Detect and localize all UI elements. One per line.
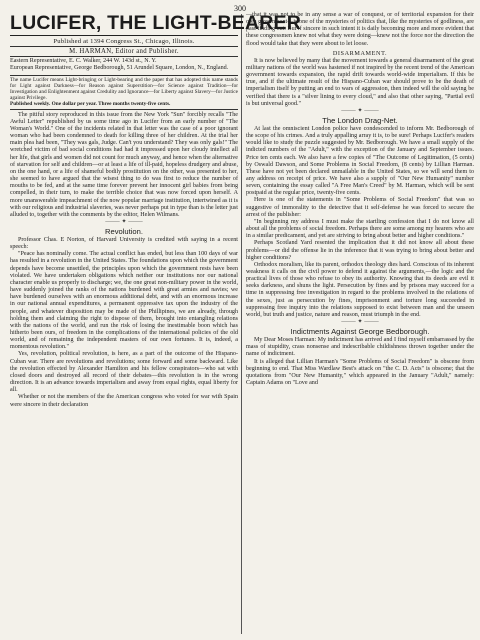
revolution-paragraph: Yes, revolution, political revolution, is here, as a part of the outcome of the Hispano-Cuban war. There are revolutions and revolutions; some forward and some backward. Like the revolution effected by Alexander Hamilton and his fellow conspirators—who sat with closed doors and destroyed all record of their debates—this revolution is in the wrong direction. It is an advance towards imperialism and away from equal rights, equal liberty for all. [10,351,238,394]
left-column [10,12,301,409]
right-column [246,12,474,387]
drag-net-heading: The London Drag-Net. [322,115,398,125]
masthead-title: LUCIFER, THE LIGHT-BEARER [10,12,301,34]
indictments-heading: Indictments Against George Bedborough. [290,327,430,337]
column-divider [241,14,242,634]
section-ornament: ⸻ ✦ ⸻ [341,319,379,326]
disarmament-heading: DISARMAMENT. [332,49,388,57]
revolution-heading: Revolution. [105,226,143,236]
indictments-paragraph: My Dear Moses Harman: My indictment has arrived and I find myself embarrassed by the mass of stupidity, crass nonsense and indescribable childishness thrown together under the name of indictment. [246,337,474,358]
european-representative: European Representative, George Bedborough, 51 Arundel Square, London, N., England. [10,65,229,72]
drag-net-paragraph: Orthodox moralism, like its parent, orthodox theology dies hard. Conscious of its inherent weakness it calls on the civil power to defend it against the arguments,—the logic and the practical lives of those who refuse to obey its authority. Knowing that its deeds are evil it seeks darkness, and shuns the light. Persecution by fines and by prisons may succeed for a time in suppressing free investigation in regard to the problems involved in the relations of the sexes, just as persecution by fines, imprisonment and torture long succeeded in suppressing free inquiry into the relations supposed to exist between man and the unseen world, but truth and justice, nature and reason, must triumph in the end. [246,261,474,318]
revolution-paragraph: "Peace has nominally come. The actual conflict has ended, but less than 100 days of war has resulted in a revolution in the United States. The foundations upon which the government depends have become unsettled, the principles upon which the government rests have been violated. We have undertaken obligations which neither our institutions nor our national character enable us properly to discharge; we, the one great non-military power in the world, have suddenly joined the ranks of the nations burdened with great armies and navies; we have burdened ourselves with an enormous additional debt, and with an enormous increase in our national annual expenditures, a permanent oppressive tax upon the industry of the people, and whatever disposition may be made of the Phillipines, we are already, through holding them and claiming the right to dispose of them, brought into entangling relations with the nations of the world, and run the risk of losing the inestimable boon which has hitherto been ours, of freedom in the complications of the international policies of the old world, and of remaining the independent masters of our own fortunes. It is, indeed, a momentous revolution." [10,251,238,351]
revolution-paragraph: Whether or not the members of the the American congress who voted for war with Spain were sincere in their declaration [10,394,238,408]
section-ornament: ⸻ ✦ ⸻ [105,218,143,225]
page-number: 300 [234,4,246,13]
eastern-representative: Eastern Representative, E. C. Walker, 244 W. 143d st., N. Y. [10,58,157,65]
drag-net-paragraph: Here is one of the statements in "Some Problems of Social Freedom" that was so suggestive of immorality to the detective that it self-defense he was forced to secure the arrest of the publisher: [246,197,474,218]
continued-paragraph: —that it was not to be in any sense a war of conquest, or of territorial expansion for their own government—is one of the mysteries of politics that, like the mysteries of godliness, are past finding out. But if sincere in such intent it is daily becoming more and more evident that these congressmen knew not what they were doing—knew not the force nor the direction the flood would take that they were about to let loose. [246,12,474,47]
indictments-paragraph: It is alleged that Lillian Harman's "Some Problems of Social Freedom" is obscene from beginning to end. That Miss Wardlaw Best's attack on "the C. D. Acts" is obscene; that the quotations from "Our New Humanity," which appeared in the January "Adult," namely: Captain Adams on "Love and [246,358,474,387]
drag-net-paragraph: Perhaps Scotland Yard resented the implication that it did not know all about these problems—or did the offense lie in the inference that it was trying to bring about better and higher conditions? [246,240,474,261]
notice-price: Published weekly. One dollar per year. Three months twenty-five cents. [10,101,171,108]
intro-paragraph: The pitiful story reproduced in this issue from the New York "Sun" forcibly recalls "The Awful Letter" republished by us some time ago in Lucifer from an early number of "The Woman's World." One of the incidents related in that letter was the case of a poor ignorant woman who had been condemned to death for killing three of her children. At the trial her main plea had been, "They was gals, Judge. Can't you understand? They was only gals!" The wretched victim of bad social conditions had had it impressed upon her cloudy intellect all her life, that girls and women did not count for much anyway, and hence when the alternative of starvation for self and children—or at least a life of ill-paid, hopeless drudgery and abuse, on the one hand, or a life of shameful bodily prostitution on the other, was presented to her, she seemed to have argued that the wisest thing to do was first to reduce the number of mouths to be fed, and at the same time forever prevent her innocent girl babies from being compelled, in their turn, to make the terrible choice that was now forced upon herself. A more unanswerable impeachment of the now popular marriage institution, intertwined as it is with our religious and industrial slaveries, was never perhaps put in type than is the letter just alluded to, together with the comments by the editor, Helen Wilmans. [10,111,238,218]
publisher-line: Published at 1394 Congress St., Chicago, Illinois. [10,38,238,47]
editor-line: M. HARMAN, Editor and Publisher. [10,48,238,57]
masthead-notice [10,75,238,110]
drag-net-paragraph: "In beginning my address I must make the startling confession that I do not know all about all the problems of social freedom. Perhaps there are some among my hearers who are in a similar predicament, and yet are striving to bring about better and higher conditions." [246,218,474,240]
section-ornament: ⸻ ✦ ⸻ [341,107,379,114]
drag-net-paragraph: At last the omniscient London police have condescended to inform Mr. Bedborough of the scope of his crimes. And a truly appalling array it is, to be sure! Perhaps Lucifer's readers would like to study the puzzle suggested by Mr. Bedborough. We have a small supply of the indicted numbers of the "Adult," with the exception of the January and September issues. Price ten cents each. We also have a few copies of "The Outcome of Legitimation, (5 cents) by Oswald Dawson, and Some Problems in Social Freedom, (8 cents) by Lillian Harman. These have not yet been declared unmailable in the United States, so we will send them to any address on receipt of price. We have also a supply of "Our New Humanity" number seven, containing the essay called "A Free Man's Creed" by M. Harman, which will be sent postpaid at the regular price, twenty-five cents. [246,125,474,197]
revolution-paragraph: Professor Chas. E Norton, of Harvard University is credited with saying in a recent speech: [10,236,238,251]
notice-name-meaning: The name Lucifer means Light-bringing or Light-bearing and the paper that has adopted this name stands for Light against Darkness—for Reason against Superstition—for Science against Tradition—for Investigation and Enlightenment against Credulity and Ignorance—for Liberty against Slavery—for Justice against Privilege. [10,76,238,102]
disarmament-paragraph: It is now believed by many that the movement towards a general disarmament of the great military nations of the world was hastened if not inspired by the recent trend of the American government towards expansion, the rapid drift towards world-wide imperialism. If this be true, and if the ultimate result of the Hispano-Cuban war should prove to be the death of imperialism itself by putting an end to wars of aggression, then indeed will the old saying be verified that there is a "silver lining to every cloud," and also that other saying, "Partial evil is but universal good." [246,57,474,107]
